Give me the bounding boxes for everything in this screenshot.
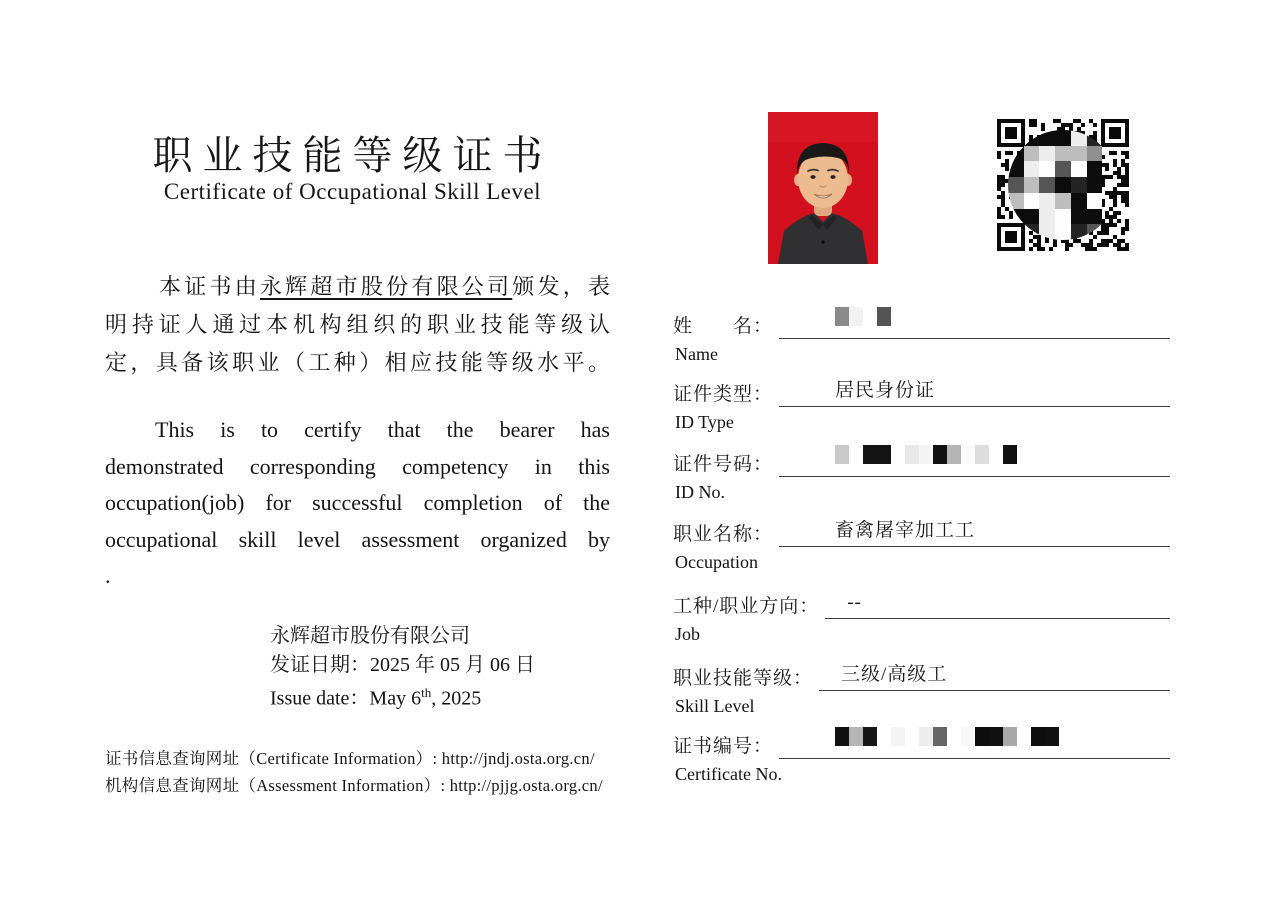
assessment-info-url: 机构信息查询网址（Assessment Information）: http://pjjg.osta.org.cn/	[105, 776, 603, 795]
field-row-certificate-no	[673, 723, 1170, 785]
field-value: 居民身份证	[835, 380, 936, 401]
statement-cn-line1-post: 颁发，表	[512, 274, 610, 299]
field-label-cn: 工种/职业方向：	[673, 596, 820, 617]
redaction-pixel	[975, 727, 989, 746]
redaction-pixel	[891, 727, 905, 746]
qr-blur-pixel	[1024, 161, 1040, 177]
redaction-pixel	[905, 445, 919, 464]
issuer-name-underlined: 永辉超市股份有限公司	[259, 274, 513, 299]
redacted-value	[835, 727, 1059, 746]
redaction-gap	[849, 445, 863, 464]
certificate-statement-en	[105, 412, 610, 595]
field-label-en: ID Type	[675, 412, 734, 432]
qr-blur-pixel	[1055, 130, 1071, 146]
qr-blur-pixel	[1055, 224, 1071, 240]
qr-blur-pixel	[1071, 161, 1087, 177]
redaction-pixel	[933, 727, 947, 746]
redaction-pixel	[849, 727, 863, 746]
redaction-pixel	[1031, 727, 1045, 746]
field-value: 三级/高级工	[841, 664, 948, 685]
qr-blur-pixel	[1087, 209, 1103, 225]
issue-date-en-post: , 2025	[431, 687, 482, 710]
issue-date-en-pre: Issue date：May 6	[270, 687, 422, 710]
redaction-gap	[863, 307, 877, 326]
redacted-value	[835, 445, 1017, 464]
redaction-pixel	[877, 445, 891, 464]
qr-blur-pixel	[1055, 146, 1071, 162]
redaction-pixel	[849, 307, 863, 326]
right-page	[660, 0, 1180, 904]
qr-blur-pixel	[1024, 146, 1040, 162]
redaction-pixel	[1003, 445, 1017, 464]
qr-blur-pixel	[1024, 193, 1040, 209]
redaction-pixel	[835, 445, 849, 464]
qr-blur-pixel	[1008, 177, 1024, 193]
field-underline	[779, 371, 1170, 407]
field-label-en: Occupation	[675, 552, 758, 572]
qr-blur-pixel	[1087, 146, 1103, 162]
qr-blur-pixel	[1055, 161, 1071, 177]
certificate-statement-cn	[105, 268, 610, 382]
issue-date-en	[270, 679, 535, 713]
field-underline	[819, 655, 1170, 691]
issue-date-en-sup: th	[421, 685, 432, 700]
qr-code	[997, 119, 1129, 251]
field-label-cn: 职业名称：	[673, 524, 774, 545]
field-label-cn: 姓 名：	[673, 316, 774, 337]
field-row-name	[673, 303, 1170, 365]
field-row-skill-level	[673, 655, 1170, 717]
redaction-pixel	[919, 445, 933, 464]
field-label-cn: 证书编号：	[673, 736, 774, 757]
field-label-cn: 职业技能等级：	[673, 668, 814, 689]
redaction-pixel	[989, 727, 1003, 746]
qr-blur-pixel	[1039, 177, 1055, 193]
field-label-en: ID No.	[675, 482, 725, 502]
redaction-pixel	[919, 727, 933, 746]
qr-blur-pixel	[1039, 209, 1055, 225]
redaction-gap	[877, 727, 891, 746]
redaction-pixel	[961, 445, 975, 464]
redaction-gap	[1017, 727, 1031, 746]
certificate-info-url: 证书信息查询网址（Certificate Information）: http://jndj.osta.org.cn/	[105, 749, 595, 768]
qr-blur-pixel	[1024, 177, 1040, 193]
statement-en-line4: occupational skill level assessment organized by	[105, 526, 610, 552]
qr-blur-pixel	[1071, 193, 1087, 209]
field-underline	[779, 441, 1170, 477]
query-urls	[105, 745, 603, 799]
redaction-pixel	[1003, 727, 1017, 746]
field-label-en: Job	[675, 624, 701, 644]
qr-blur-pixel	[1024, 209, 1040, 225]
redaction-gap	[905, 727, 919, 746]
redaction-gap	[891, 445, 905, 464]
field-label-cn: 证件号码：	[673, 454, 774, 475]
qr-blur-pixel	[1039, 193, 1055, 209]
field-label-en: Skill Level	[675, 696, 755, 716]
statement-cn-line1-pre: 本证书由	[159, 274, 260, 299]
redaction-pixel	[961, 727, 975, 746]
redaction-pixel	[975, 445, 989, 464]
field-underline	[779, 511, 1170, 547]
qr-blur-pixel	[1039, 146, 1055, 162]
qr-blur-pixel	[1087, 193, 1103, 209]
statement-cn-line1	[105, 268, 610, 306]
field-row-job	[673, 583, 1170, 645]
field-underline	[779, 303, 1170, 339]
field-underline	[825, 583, 1170, 619]
redaction-pixel	[933, 445, 947, 464]
field-row-occupation	[673, 511, 1170, 573]
field-row-id-type	[673, 371, 1170, 433]
field-label-en: Name	[675, 344, 718, 364]
qr-blur-pixel	[1071, 146, 1087, 162]
field-underline	[779, 723, 1170, 759]
redaction-pixel	[835, 727, 849, 746]
field-row-id-no	[673, 441, 1170, 503]
statement-cn-line2: 明持证人通过本机构组织的职业技能等级认	[105, 312, 610, 337]
redaction-gap	[947, 727, 961, 746]
qr-center-redaction	[1008, 130, 1118, 240]
statement-en-line1: This is to certify that the bearer has	[155, 417, 610, 442]
statement-en-line2: demonstrated corresponding competency in this	[105, 453, 610, 479]
issue-date-cn: 发证日期：2025 年 05 月 06 日	[270, 653, 535, 676]
issuer-block	[270, 622, 535, 713]
qr-blur-pixel	[1055, 193, 1071, 209]
left-page	[95, 0, 610, 904]
qr-blur-pixel	[1071, 177, 1087, 193]
certificate-title-cn: 职业技能等级证书	[152, 133, 553, 178]
redaction-pixel	[863, 445, 877, 464]
qr-blur-pixel	[1087, 177, 1103, 193]
redaction-pixel	[863, 727, 877, 746]
field-value: --	[847, 592, 862, 613]
portrait-photo	[768, 112, 878, 264]
qr-blur-pixel	[1087, 161, 1103, 177]
portrait-photo-graphic	[768, 112, 878, 264]
certificate-title-en: Certificate of Occupational Skill Level	[163, 179, 542, 204]
qr-blur-pixel	[1039, 161, 1055, 177]
field-label-en: Certificate No.	[675, 764, 782, 784]
redaction-pixel	[877, 307, 891, 326]
statement-en-tail: .	[105, 563, 111, 588]
redaction-pixel	[835, 307, 849, 326]
statement-en-line3: occupation(job) for successful completion of the	[105, 490, 610, 515]
qr-blur-pixel	[1055, 209, 1071, 225]
qr-blur-pixel	[1055, 177, 1071, 193]
redaction-pixel	[1045, 727, 1059, 746]
redacted-value	[835, 307, 891, 326]
statement-cn-line3: 定，具备该职业（工种）相应技能等级水平。	[105, 350, 610, 375]
qr-blur-pixel	[1071, 209, 1087, 225]
field-value: 畜禽屠宰加工工	[835, 520, 976, 541]
issuer-name: 永辉超市股份有限公司	[270, 625, 470, 647]
redaction-pixel	[947, 445, 961, 464]
field-label-cn: 证件类型：	[673, 384, 774, 405]
redaction-gap	[989, 445, 1003, 464]
